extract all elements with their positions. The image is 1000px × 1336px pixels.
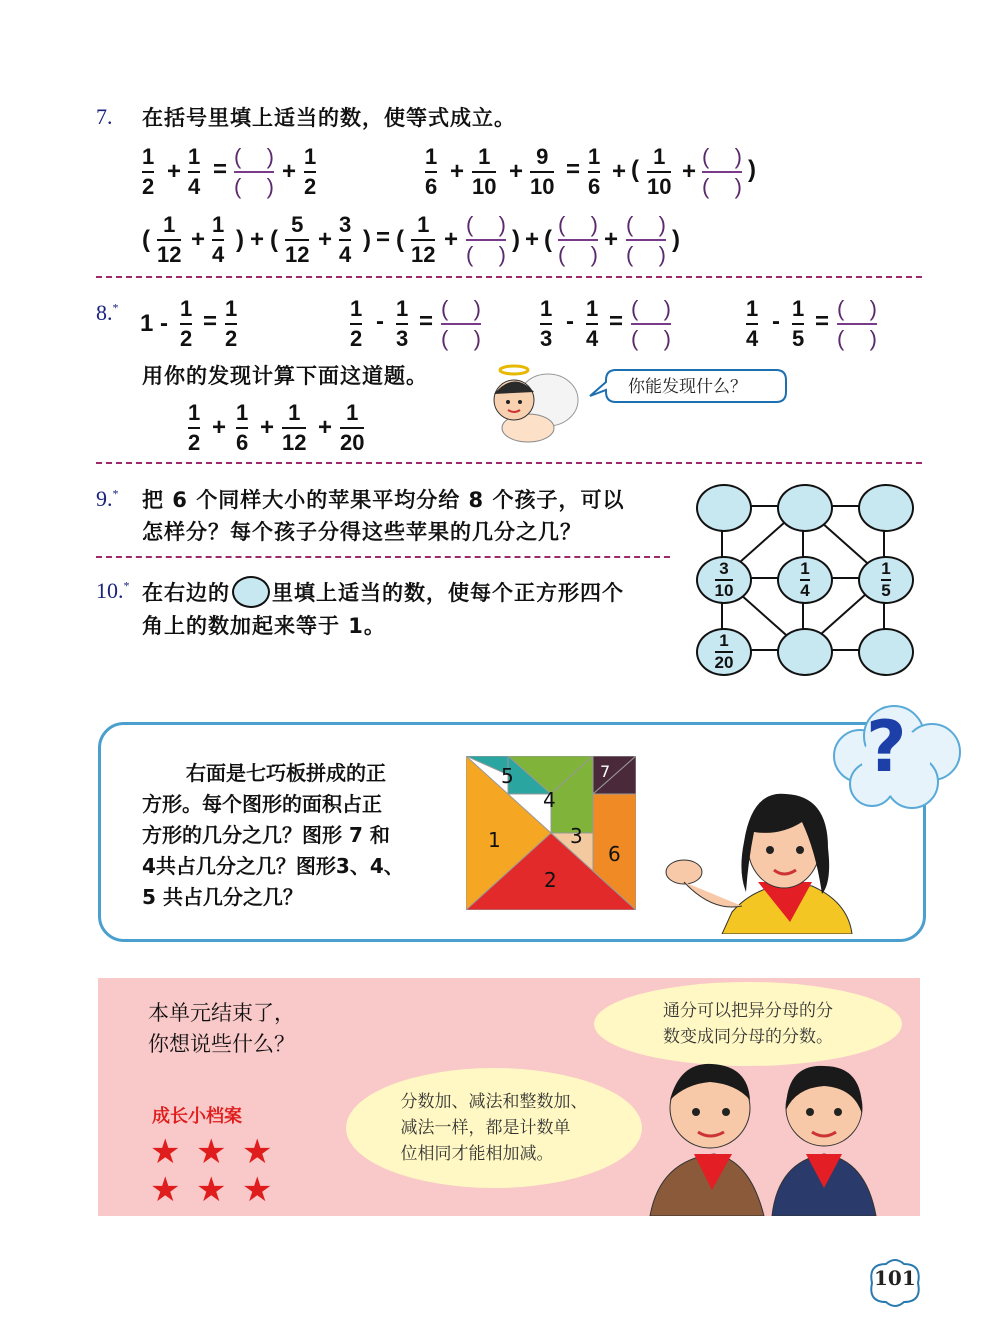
grid-circle[interactable] — [858, 628, 914, 676]
equals-sign: = — [213, 156, 228, 183]
grid-circle[interactable] — [777, 484, 833, 532]
grid-circle: $\frac{1}{5}$ — [858, 556, 914, 604]
section-divider — [96, 276, 922, 278]
grid-circle: $\frac{3}{10}$ — [696, 556, 752, 604]
answer-blank[interactable]: ( ) ( ) — [558, 212, 598, 267]
children-illustration — [640, 1050, 886, 1216]
minus-sign: - — [772, 308, 780, 335]
fraction: 1 12 — [157, 212, 182, 267]
star-icon: ★ — [196, 1132, 227, 1172]
grid-circle[interactable] — [777, 628, 833, 676]
plus-sign: + — [444, 226, 459, 253]
speech-bubble: 分数加、减法和整数加、 减法一样，都是计数单 位相同才能相加减。 — [346, 1068, 642, 1188]
plus-sign: + — [318, 414, 333, 441]
section-divider — [96, 556, 670, 558]
star-icon: ★ — [150, 1170, 181, 1210]
plus-sign: + — [212, 414, 227, 441]
fraction: 1 2 — [304, 144, 317, 199]
left-paren: ( — [631, 156, 639, 183]
fraction: 1 6 — [588, 144, 601, 199]
q8-instruction: 用你的发现计算下面这道题。 — [142, 364, 428, 388]
question-mark-icon: ? — [866, 706, 907, 788]
grid-circle: $\frac{1}{4}$ — [777, 556, 833, 604]
tangram-label: 3 — [570, 824, 583, 848]
left-paren: ( — [396, 226, 404, 253]
tangram-text: 右面是七巧板拼成的正 方形。每个图形的面积占正 方形的几分之几？图形 7 和 4共占几分之几？图形3、4、 5 共占几分之几？ — [142, 761, 404, 909]
q7-number: 7. — [96, 104, 113, 129]
equals-sign: = — [419, 308, 434, 335]
answer-blank[interactable]: ( ) ( ) — [234, 144, 274, 199]
fraction: 1 2 — [188, 400, 201, 455]
tangram-label: 2 — [544, 868, 557, 892]
speech-text: 你能发现什么？ — [628, 377, 747, 397]
equals-sign: = — [376, 224, 391, 251]
q9-line2: 怎样分？每个孩子分得这些苹果的几分之几？ — [142, 520, 582, 544]
equals-sign: = — [566, 156, 581, 183]
q10-line1: 在右边的 里填上适当的数，使每个正方形四个 — [142, 576, 624, 608]
right-paren: ) — [748, 156, 756, 183]
fraction: 1 3 — [540, 296, 553, 351]
right-paren: ) — [236, 226, 244, 253]
fraction: 5 12 — [285, 212, 310, 267]
angel-illustration — [476, 362, 582, 448]
plus-sign: + — [282, 158, 297, 185]
q7-prompt: 在括号里填上适当的数，使等式成立。 — [142, 106, 516, 130]
fraction: 1 6 — [425, 144, 438, 199]
equals-sign: = — [203, 308, 218, 335]
tangram-label: 1 — [488, 828, 501, 852]
summary-prompt: 本单元结束了， 你想说些什么？ — [148, 1001, 295, 1056]
right-paren: ) — [512, 226, 520, 253]
one: 1 — [140, 310, 154, 337]
star-icon: ★ — [150, 1132, 181, 1172]
plus-sign: + — [167, 158, 182, 185]
fraction: 1 20 — [340, 400, 365, 455]
minus-sign: - — [160, 310, 168, 337]
equals-sign: = — [609, 308, 624, 335]
speech-bubble: 通分可以把异分母的分 数变成同分母的分数。 — [594, 982, 902, 1066]
q8-number: 8.* — [96, 300, 119, 325]
plus-sign: + — [318, 226, 333, 253]
fraction: 1 3 — [396, 296, 409, 351]
fraction: 1 4 — [586, 296, 599, 351]
plus-sign: + — [525, 226, 540, 253]
q9-number: 9.* — [96, 486, 119, 511]
tangram-label: 6 — [608, 842, 621, 866]
plus-sign: + — [604, 226, 619, 253]
left-paren: ( — [544, 226, 552, 253]
fraction: 1 2 — [142, 144, 155, 199]
grid-circle[interactable] — [858, 484, 914, 532]
fraction: 1 12 — [411, 212, 436, 267]
equals-sign: = — [815, 308, 830, 335]
fraction: 1 12 — [282, 400, 307, 455]
left-paren: ( — [142, 226, 150, 253]
fraction: 1 2 — [225, 296, 238, 351]
plus-sign: + — [509, 158, 524, 185]
fraction: 1 4 — [746, 296, 759, 351]
fraction: 1 5 — [792, 296, 805, 351]
fraction: 9 10 — [530, 144, 555, 199]
plus-sign: + — [612, 158, 627, 185]
tangram-label: 5 — [501, 764, 514, 788]
plus-sign: + — [682, 158, 697, 185]
plus-sign: + — [260, 414, 275, 441]
section-divider — [96, 462, 922, 464]
fraction: 1 2 — [350, 296, 363, 351]
answer-blank[interactable]: ( ) ( ) — [626, 212, 666, 267]
fraction: 1 6 — [236, 400, 249, 455]
plus-sign: + — [191, 226, 206, 253]
fraction: 1 10 — [472, 144, 497, 199]
minus-sign: - — [376, 308, 384, 335]
plus-sign: + — [250, 226, 265, 253]
fraction: 1 2 — [180, 296, 193, 351]
tangram-label: 7 — [600, 762, 611, 781]
left-paren: ( — [270, 226, 278, 253]
archive-title: 成长小档案 — [152, 1106, 242, 1127]
grid-circle[interactable] — [696, 484, 752, 532]
answer-blank[interactable]: ( ) ( ) — [466, 212, 506, 267]
girl-illustration — [662, 782, 858, 934]
fraction: 1 10 — [647, 144, 672, 199]
minus-sign: - — [566, 308, 574, 335]
star-icon: ★ — [196, 1170, 227, 1210]
star-icon: ★ — [242, 1132, 273, 1172]
q10-number: 10.* — [96, 578, 130, 603]
fraction: 1 4 — [188, 144, 201, 199]
q9-line1: 把 6 个同样大小的苹果平均分给 8 个孩子，可以 — [142, 488, 625, 512]
answer-blank[interactable]: ( ) ( ) — [441, 296, 481, 351]
fraction: 1 4 — [212, 212, 225, 267]
tangram-label: 4 — [543, 788, 556, 812]
right-paren: ) — [363, 226, 371, 253]
circle-icon — [232, 576, 270, 608]
page-number: 101 — [874, 1266, 916, 1290]
right-paren: ) — [672, 226, 680, 253]
plus-sign: + — [450, 158, 465, 185]
fraction: 3 4 — [339, 212, 352, 267]
q10-line2: 角上的数加起来等于 1。 — [142, 614, 386, 638]
star-icon: ★ — [242, 1170, 273, 1210]
answer-blank[interactable]: ( ) ( ) — [702, 144, 742, 199]
grid-circle: $\frac{1}{20}$ — [696, 628, 752, 676]
answer-blank[interactable]: ( ) ( ) — [837, 296, 877, 351]
answer-blank[interactable]: ( ) ( ) — [631, 296, 671, 351]
